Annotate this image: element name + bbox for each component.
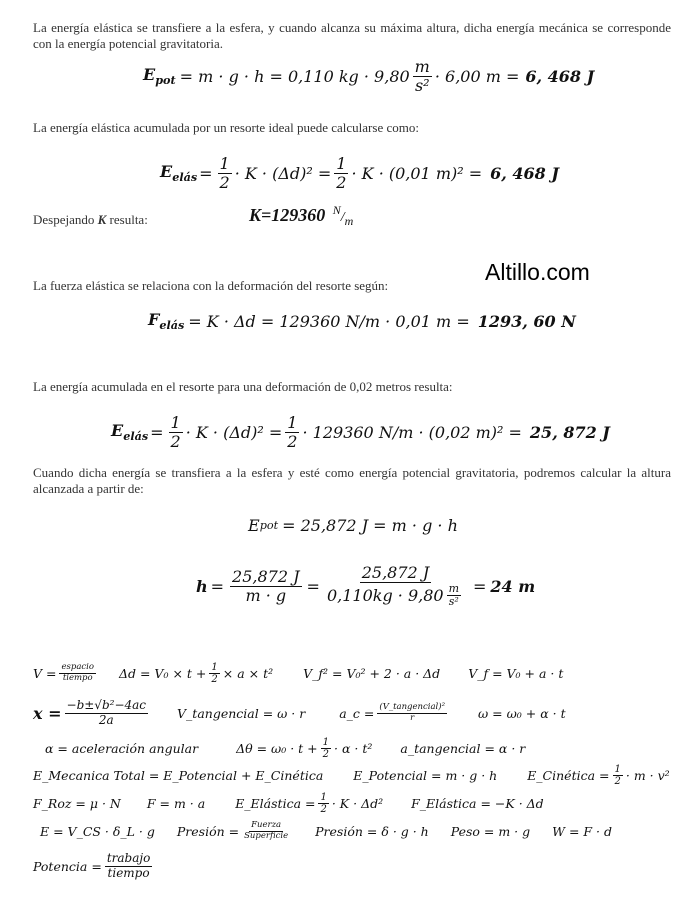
paragraph-accumulated-energy: La energía acumulada en el resorte para una deformación de 0,02 metros resulta: [33,379,453,394]
eq4-result: 25, 872 J [529,422,610,442]
solve-suffix: resulta: [109,212,148,227]
eq1-unit-den: s² [414,75,430,95]
eq2-result: 6, 468 J [490,163,559,183]
eq1-tail: · 6,00 m = [434,66,520,86]
watermark-logo: Altillo.com [485,259,590,285]
eq3-body: = K · Δd = 129360 N/m · 0,01 m = [188,311,470,331]
formula-row-4: E_Mecanica Total = E_Potencial + E_Cinética E_Potencial = m · g · h E_Cinética = $\frac{1}{2}$ · m · v² [33,763,670,787]
equation-accumulated-energy: $E_{elás}$ = $\frac{1}{2}$ · K · (Δd)² = $\frac{1}{2}$ · 129360 N/m · (0,02 m)² = 25, 872 J [111,412,610,451]
eq2-half-a: $\frac{1}{2}$ [219,153,230,192]
paragraph-intro: La energía elástica se transfiere a la esfera, y cuando alcanza su máxima altura, dicha energía mecánica se corresponde con la energía potencial gravitatoria. [33,20,671,51]
k-result: K=129360 $^N/_m$ [249,203,354,228]
eq3-result: 1293, 60 N [477,311,576,331]
eq2-part2: · K · (0,01 m)² = [351,163,483,183]
eq6-fraction-a: $\frac{25,872 J}{m \cdot g}$ [232,566,300,605]
eq6-result: 24 m [490,576,536,596]
paragraph-elastic-formula: La energía elástica acumulada por un resorte ideal puede calcularse como: [33,120,419,135]
eq5-lhs: E [248,515,260,535]
eq5-lhs-sub: pot [259,518,279,532]
eq4-part2: · 129360 N/m · (0,02 m)² = [302,422,522,442]
formula-row-2: x = $\frac{\text{−b±√b²−4ac}}{2a}$ V_tangencial = ω · r a_c = $\frac{\text{(V\_tangencial)²}}{r}$ ω = ω₀ + α · t [33,698,566,727]
eq4-part1: · K · (Δd)² = [185,422,283,442]
formula-row-1: V = $\frac{\text{espacio}}{\text{tiempo}}$ Δd = V₀ × t + $\frac{1}{2}$ × a × t² V_f² = V₀² + 2 · a · Δd V_f = V₀ + a · t [33,661,564,685]
equation-elastic-force [148,308,576,334]
formula-row-7: Potencia = $\frac{\text{trabajo}}{\text{tiempo}}$ [33,851,151,880]
eq4-lhs: E [111,420,124,440]
eq6-fraction-b: 25,872 J 0,110kg · 9,80 $\frac{m}{\text{s²}}$ [326,563,459,608]
solve-prefix: Despejando [33,212,95,227]
equation-elastic-energy: $E_{elás}$ = $\frac{1}{2}$ · K · (Δd)² = $\frac{1}{2}$ · K · (0,01 m)² = 6, 468 J [160,153,559,192]
k-result-value: K=129360 [249,205,326,225]
eq1-unit-num: m [414,56,430,76]
paragraph-solve-k [33,212,148,228]
equation-potential-energy [143,55,594,97]
eq4-half-a: $\frac{1}{2}$ [170,412,181,451]
eq5-body: = 25,872 J = m · g · h [282,515,458,535]
eq2-part1: · K · (Δd)² = [234,163,332,183]
eq6-lhs: h [196,576,208,596]
eq2-lhs-sub: elás [172,170,198,185]
eq2-lhs: E [160,161,173,181]
eq1-body: = m · g · h = 0,110 kg · 9,80 [179,66,410,86]
equation-height-result: h = $\frac{25,872 J}{m \cdot g}$ = 25,872 J 0,110kg · 9,80 $\frac{m}{\text{s²}}$ = 24 m [196,563,536,608]
paragraph-height-intro: Cuando dicha energía se transfiera a la esfera y esté como energía potencial gravitatoria, podremos calcular la altura alcanzada a partir de: [33,465,671,496]
formula-row-3: α = aceleración angular Δθ = ω₀ · t + $\frac{1}{2}$ · α · t² a_tangencial = α · r [45,736,526,760]
formula-row-5: F_Roz = μ · N F = m · a E_Elástica = $\frac{1}{2}$ · K · Δd² F_Elástica = −K · Δd [33,791,544,815]
equation-potential-height [248,512,458,538]
eq1-result: 6, 468 J [525,66,595,86]
k-unit-num: N [332,203,341,217]
eq3-lhs: F [148,309,160,329]
eq4-lhs-sub: elás [123,429,149,444]
eq1-unit-fraction [413,58,432,94]
eq4-half-b: $\frac{1}{2}$ [287,412,298,451]
eq2-half-b: $\frac{1}{2}$ [336,153,347,192]
eq1-lhs-sub: pot [155,73,176,88]
paragraph-elastic-force: La fuerza elástica se relaciona con la deformación del resorte según: [33,278,389,293]
solve-var: K [97,212,107,227]
k-unit-den: m [344,214,354,228]
eq1-lhs: E [143,64,156,84]
formula-row-6: E = V_CS · δ_L · g Presión = $\frac{\text{Fuerza}}{\text{Superficie}}$ Presión = δ · g · h Peso = m · g W = F · d [40,820,613,841]
eq3-lhs-sub: elás [159,318,185,333]
